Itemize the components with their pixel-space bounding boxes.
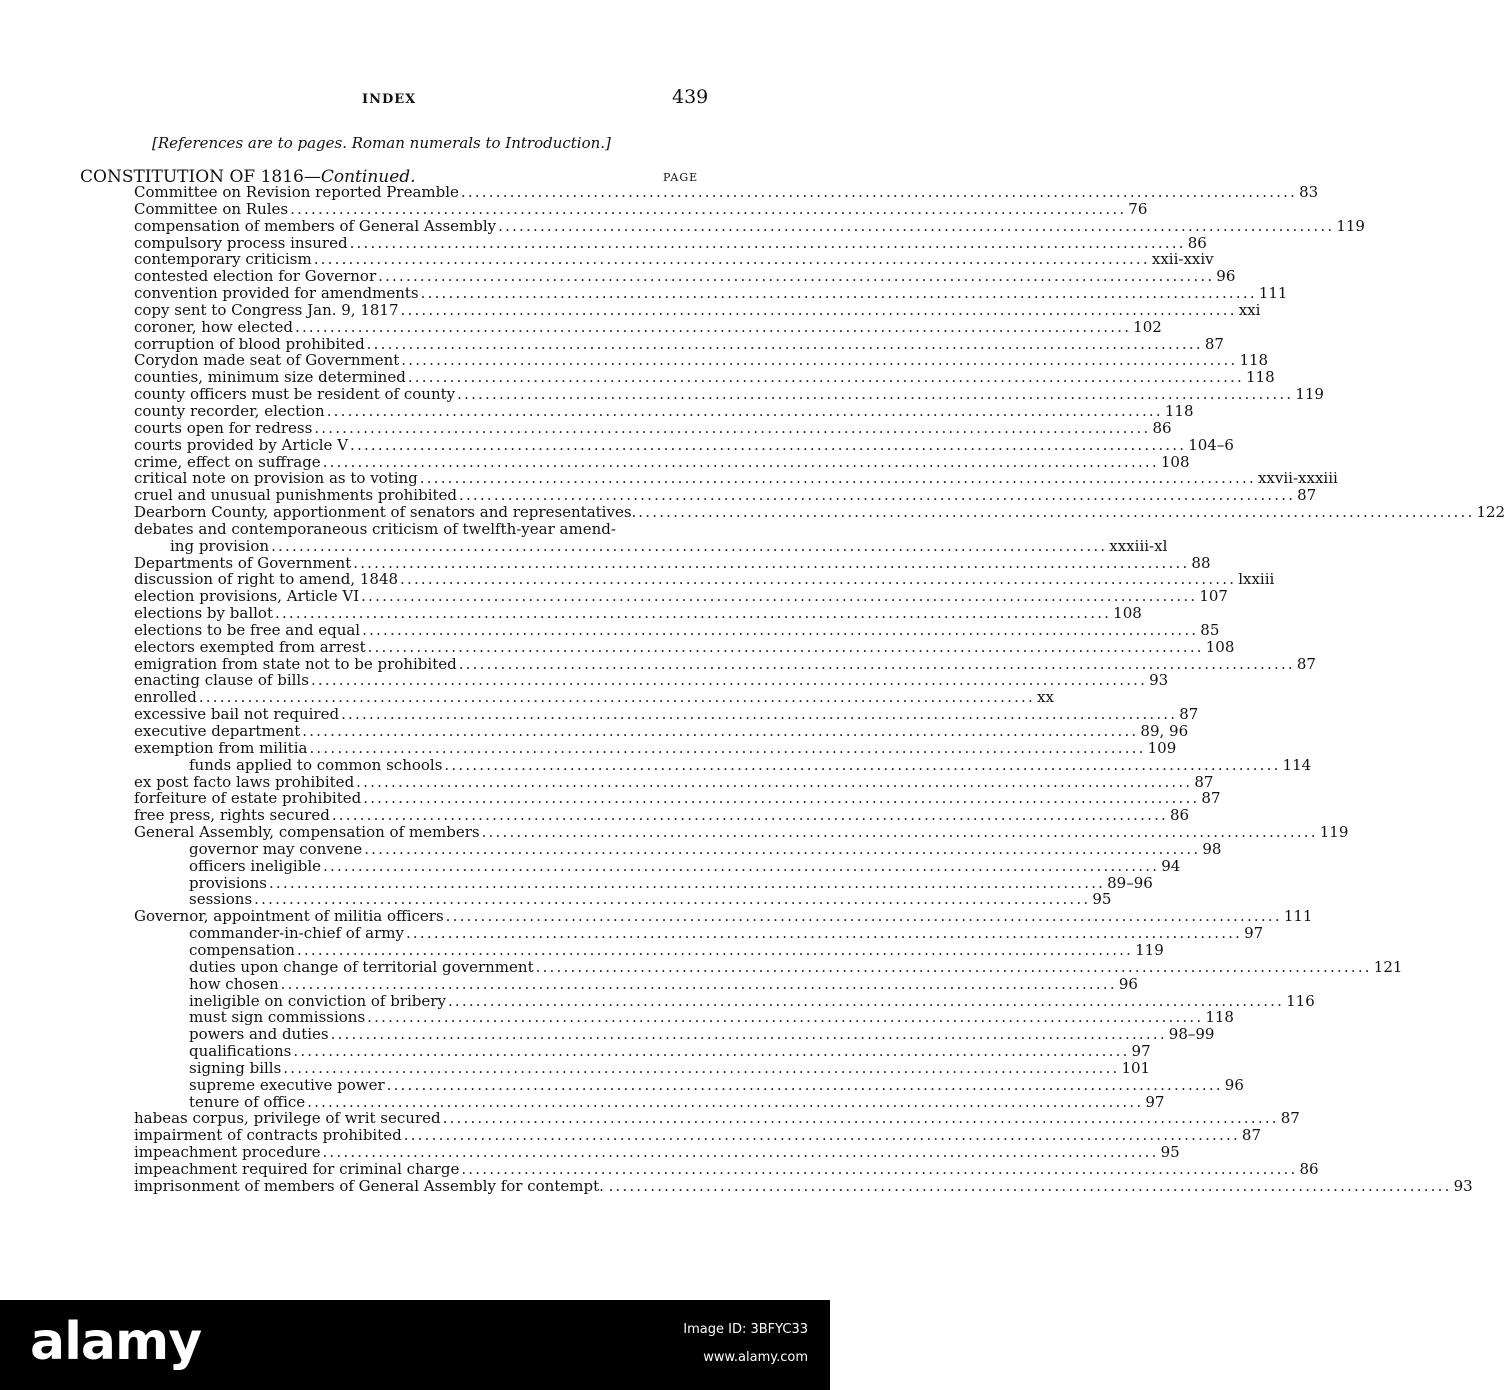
index-entry — [0, 856, 1181, 875]
index-entry-page: 86 — [1152, 418, 1172, 437]
index-entry-text: provisions — [189, 873, 267, 892]
index-entry-text: Committee on Rules — [134, 199, 289, 218]
index-entry — [0, 1126, 1262, 1145]
leader-dots: ........................................................................................................................ — [302, 722, 1139, 740]
index-entry — [0, 873, 1153, 892]
index-entry-text: Corydon made seat of Government — [134, 351, 400, 370]
leader-dots: ........................................................................................................................ — [341, 705, 1178, 724]
watermark-logo: alamy — [30, 1312, 202, 1372]
index-entry-text: Committee on Revision reported Preamble — [134, 183, 459, 201]
index-entry — [0, 401, 1194, 420]
index-entry-page: 87 — [1201, 789, 1221, 808]
index-entry-text: commander-in-chief of army — [189, 924, 404, 943]
index-entry — [0, 688, 1054, 707]
index-entry-page: 86 — [1299, 1159, 1319, 1178]
index-entry-text: Governor, appointment of militia officers — [134, 907, 444, 926]
index-entry — [0, 1109, 1300, 1128]
index-entry-page: 111 — [1258, 284, 1288, 303]
index-entry-page: 86 — [1187, 233, 1207, 252]
index-entry — [0, 570, 1275, 589]
index-entry-page: 109 — [1147, 738, 1177, 757]
index-entry — [0, 957, 1403, 976]
leader-dots: ........................................................................................................................ — [419, 469, 1256, 488]
index-entry — [0, 1008, 1234, 1027]
index-entry-page: 98 — [1202, 839, 1222, 858]
index-entry — [0, 521, 830, 538]
index-entry-text: election provisions, Article VI — [134, 587, 360, 606]
index-entry-page: 97 — [1145, 1092, 1165, 1111]
index-entry-page: 104–6 — [1188, 435, 1234, 454]
index-entry-page: xxvii-xxxiii — [1257, 469, 1338, 488]
index-entry-text: elections to be free and equal — [134, 620, 361, 639]
index-entry-text: courts provided by Article V — [134, 435, 349, 454]
index-entry-text: Departments of Government — [134, 553, 352, 572]
leader-dots: ........................................................................................................................ — [326, 401, 1163, 420]
index-entry-text: impeachment required for criminal charge — [134, 1159, 460, 1178]
index-entry-text: cruel and unusual punishments prohibited — [134, 486, 457, 505]
index-entry-page: 89, 96 — [1140, 722, 1189, 740]
index-entry — [0, 418, 1172, 437]
index-entry — [0, 1143, 1180, 1162]
index-entry-text: courts open for redress — [134, 418, 313, 437]
index-entry-text: corruption of blood prohibited — [134, 334, 365, 353]
index-entry — [0, 334, 1224, 353]
index-entry — [0, 637, 1235, 656]
index-entry — [0, 705, 1199, 724]
index-entry-page: 122 — [1476, 503, 1505, 522]
leader-dots: ........................................................................................................................ — [274, 604, 1112, 623]
index-entry — [0, 250, 1214, 269]
index-entry — [0, 890, 1112, 909]
index-entry-page: 102 — [1133, 317, 1162, 336]
leader-dots: ........................................................................................................................ — [314, 418, 1151, 437]
index-entry-text: tenure of office — [189, 1092, 306, 1111]
index-entry-text: critical note on provision as to voting — [134, 469, 418, 488]
index-entry-text: forfeiture of estate prohibited — [134, 789, 362, 808]
index-entry-text: impeachment procedure — [134, 1143, 321, 1162]
index-entry — [0, 738, 1177, 757]
leader-dots: ........................................................................................................................ — [198, 688, 1035, 707]
index-entry-page: 107 — [1199, 587, 1228, 606]
index-entry-page: 87 — [1280, 1109, 1300, 1128]
index-entry — [0, 654, 1316, 673]
index-entry-text: Dearborn County, apportionment of senators and representatives. — [134, 503, 637, 522]
page-header-title: INDEX — [362, 92, 417, 107]
leader-dots: ........................................................................................................................ — [442, 1109, 1279, 1128]
index-entry-text: elections by ballot — [134, 604, 273, 623]
leader-dots: ........................................................................................................................ — [364, 839, 1201, 858]
index-entry-text: county officers must be resident of county — [134, 385, 456, 404]
leader-dots: ........................................................................................................................ — [323, 856, 1160, 875]
index-entry-page: 87 — [1296, 654, 1316, 673]
index-entry — [0, 722, 1189, 740]
index-entry — [0, 486, 1317, 505]
index-entry-page: 87 — [1179, 705, 1199, 724]
index-entry-page: 97 — [1131, 1042, 1151, 1061]
index-entry — [0, 940, 1164, 959]
index-entry — [0, 907, 1313, 926]
index-entry-page: 114 — [1282, 755, 1312, 774]
leader-dots: ........................................................................................................................ — [407, 368, 1244, 387]
leader-dots: ........................................................................................................................ — [254, 890, 1091, 909]
index-entry-page: 93 — [1453, 1176, 1473, 1195]
index-entry — [0, 300, 1261, 319]
index-entry-text: excessive bail not required — [134, 705, 340, 724]
site-url-label: www.alamy.com — [703, 1350, 808, 1365]
index-entry — [0, 1058, 1151, 1077]
index-entry — [0, 1176, 1473, 1195]
index-entry — [0, 233, 1207, 252]
section-continued-label: Continued. — [320, 167, 416, 187]
leader-dots: ........................................................................................................................ — [615, 1176, 1452, 1195]
index-entry-text: habeas corpus, privilege of writ secured — [134, 1109, 441, 1128]
index-entry — [0, 1092, 1165, 1111]
index-entry — [0, 991, 1315, 1010]
index-entry-page: 111 — [1283, 907, 1313, 926]
index-entry-text: officers ineligible — [189, 856, 322, 875]
index-entry-text: counties, minimum size determined — [134, 368, 406, 387]
index-entry — [0, 452, 1190, 471]
index-entry — [0, 789, 1221, 808]
index-entry-text: compulsory process insured — [134, 233, 348, 252]
index-entry — [0, 435, 1234, 454]
leader-dots: ........................................................................................................................ — [457, 385, 1294, 404]
leader-dots: ........................................................................................................................ — [362, 620, 1199, 639]
index-entry-text: supreme executive power — [189, 1075, 385, 1094]
index-entry — [0, 755, 1312, 774]
index-entry-page: 95 — [1092, 890, 1112, 909]
leader-dots: ........................................................................................................................ — [460, 183, 1298, 201]
leader-dots: ........................................................................................................................ — [459, 486, 1296, 505]
index-entry-page: 121 — [1373, 957, 1403, 976]
index-entry-page: 96 — [1118, 974, 1138, 993]
index-entry-text: exemption from militia — [134, 738, 308, 757]
index-entry-page: 94 — [1161, 856, 1181, 875]
index-entry-page: 101 — [1121, 1058, 1151, 1077]
index-entry — [0, 553, 1211, 572]
index-entry-page: 108 — [1113, 604, 1142, 623]
index-entry-page: lxxiii — [1238, 570, 1275, 589]
index-entry — [0, 284, 1288, 303]
index-entry-page: xx — [1036, 688, 1054, 707]
index-entry — [0, 199, 1148, 218]
index-entry — [0, 924, 1264, 943]
leader-dots: ........................................................................................................................ — [400, 300, 1237, 319]
index-entry — [0, 587, 1228, 606]
leader-dots: ........................................................................................................................ — [405, 924, 1243, 943]
leader-dots: ........................................................................................................................ — [481, 823, 1318, 842]
index-entry-text: General Assembly, compensation of members — [134, 823, 480, 842]
leader-dots: ........................................................................................................................ — [307, 1092, 1144, 1111]
index-entry-page: 118 — [1245, 368, 1275, 387]
index-entries — [0, 183, 1505, 1195]
index-entry-text: crime, effect on suffrage — [134, 452, 321, 471]
leader-dots: ........................................................................................................................ — [283, 1058, 1120, 1077]
index-entry-page: xxii-xxiv — [1151, 250, 1214, 269]
index-entry-text: county recorder, election — [134, 401, 325, 420]
leader-dots: ........................................................................................................................ — [293, 1042, 1130, 1061]
leader-dots: ........................................................................................................................ — [498, 216, 1335, 235]
index-entry — [0, 469, 1338, 488]
leader-dots: ........................................................................................................................ — [313, 250, 1150, 269]
index-entry-page: 97 — [1244, 924, 1264, 943]
leader-dots: ........................................................................................................................ — [322, 1143, 1159, 1162]
leader-dots: ........................................................................................................................ — [420, 284, 1257, 303]
leader-dots: ........................................................................................................................ — [331, 806, 1169, 825]
leader-dots: ........................................................................................................................ — [535, 957, 1372, 976]
leader-dots: ........................................................................................................................ — [403, 1126, 1240, 1145]
index-entry-text: funds applied to common schools — [189, 755, 443, 774]
leader-dots: ........................................................................................................................ — [268, 873, 1106, 892]
index-entry-page: 118 — [1164, 401, 1194, 420]
index-entry-text: executive department — [134, 722, 301, 740]
index-entry-text: copy sent to Congress Jan. 9, 1817 — [134, 300, 399, 319]
index-entry-page: 83 — [1299, 183, 1319, 201]
index-entry-page: 93 — [1149, 671, 1169, 690]
index-entry — [0, 839, 1222, 858]
index-entry — [0, 974, 1138, 993]
index-entry-text: how chosen — [189, 974, 279, 993]
index-entry-page: 88 — [1191, 553, 1211, 572]
leader-dots: ........................................................................................................................ — [445, 907, 1282, 926]
index-entry — [0, 772, 1214, 791]
index-entry-page: 98–99 — [1168, 1025, 1215, 1044]
leader-dots: ........................................................................................................................ — [361, 587, 1198, 606]
index-entry-page: 76 — [1128, 199, 1148, 218]
index-entry — [0, 1159, 1319, 1178]
index-entry-page: 96 — [1224, 1075, 1244, 1094]
index-entry-text: qualifications — [189, 1042, 292, 1061]
index-entry — [0, 351, 1269, 370]
leader-dots: ........................................................................................................................ — [280, 974, 1117, 993]
index-entry — [0, 183, 1319, 201]
index-entry-text: electors exempted from arrest — [134, 637, 366, 656]
index-entry — [0, 503, 1505, 522]
leader-dots: ........................................................................................................................ — [296, 940, 1134, 959]
index-entry-page: 119 — [1319, 823, 1349, 842]
index-entry-text: discussion of right to amend, 1848 — [134, 570, 399, 589]
leader-dots: ........................................................................................................................ — [363, 789, 1200, 808]
index-entry — [0, 368, 1275, 387]
index-entry-page: 95 — [1160, 1143, 1180, 1162]
leader-dots: ........................................................................................................................ — [353, 553, 1190, 572]
index-entry-text: ing provision — [170, 536, 270, 555]
index-entry-page: 87 — [1204, 334, 1224, 353]
leader-dots: ........................................................................................................................ — [458, 654, 1295, 673]
index-entry-text: contested election for Governor — [134, 267, 377, 286]
leader-dots: ........................................................................................................................ — [444, 755, 1281, 774]
section-heading-text: CONSTITUTION OF 1816— — [80, 167, 321, 187]
index-entry — [0, 1042, 1151, 1061]
index-entry — [0, 671, 1169, 690]
index-entry-text: compensation — [189, 940, 295, 959]
leader-dots: ........................................................................................................................ — [356, 772, 1193, 791]
index-entry-text: ex post facto laws prohibited — [134, 772, 355, 791]
index-entry — [0, 267, 1236, 286]
leader-dots: ........................................................................................................................ — [461, 1159, 1298, 1178]
index-entry — [0, 317, 1162, 336]
index-entry-page: 87 — [1297, 486, 1317, 505]
index-entry-text: compensation of members of General Assembly — [134, 216, 497, 235]
index-entry — [0, 604, 1142, 623]
index-entry-text: signing bills — [189, 1058, 282, 1077]
leader-dots: ........................................................................................................................ — [322, 452, 1159, 471]
leader-dots: ........................................................................................................................ — [330, 1025, 1167, 1044]
index-entry-page: 116 — [1286, 991, 1315, 1010]
index-entry-text: governor may convene — [189, 839, 363, 858]
index-entry-page: 119 — [1295, 385, 1324, 404]
index-entry-page: 119 — [1336, 216, 1365, 235]
index-entry-page: 96 — [1216, 267, 1236, 286]
index-entry-text: debates and contemporaneous criticism of twelfth-year amend- — [134, 519, 616, 538]
index-entry — [0, 823, 1349, 842]
leader-dots: ........................................................................................................................ — [366, 334, 1203, 353]
index-entry-text: must sign commissions — [189, 1008, 366, 1027]
leader-dots: ........................................................................................................................ — [447, 991, 1285, 1010]
leader-dots: ........................................................................................................................ — [271, 536, 1108, 555]
index-entry-text: imprisonment of members of General Assembly for contempt. . — [134, 1176, 614, 1195]
index-entry-page: 89–96 — [1107, 873, 1153, 892]
index-entry-text: enacting clause of bills — [134, 671, 309, 690]
leader-dots: ........................................................................................................................ — [295, 317, 1132, 336]
index-entry — [0, 1025, 1215, 1044]
index-entry-text: duties upon change of territorial government — [189, 957, 534, 976]
index-entry-text: ineligible on conviction of bribery — [189, 991, 446, 1010]
index-entry-page: 85 — [1200, 620, 1220, 639]
leader-dots: ........................................................................................................................ — [310, 671, 1148, 690]
leader-dots: ........................................................................................................................ — [367, 637, 1204, 656]
index-entry-text: emigration from state not to be prohibited — [134, 654, 457, 673]
leader-dots: ........................................................................................................................ — [367, 1008, 1204, 1027]
index-entry-page: xxi — [1238, 300, 1261, 319]
leader-dots: ........................................................................................................................ — [350, 435, 1187, 454]
index-entry-text: free press, rights secured — [134, 806, 330, 825]
index-entry-text: powers and duties — [189, 1025, 329, 1044]
index-entry-page: 108 — [1160, 452, 1190, 471]
index-entry-text: coroner, how elected — [134, 317, 293, 336]
leader-dots: ........................................................................................................................ — [290, 199, 1127, 218]
index-entry — [0, 216, 1365, 235]
index-entry-text: enrolled — [134, 688, 197, 707]
image-id-label: Image ID: 3BFYC33 — [683, 1322, 808, 1337]
leader-dots: ........................................................................................................................ — [349, 233, 1186, 252]
index-entry-text: convention provided for amendments — [134, 284, 419, 303]
index-entry-page: 87 — [1241, 1126, 1262, 1145]
index-entry — [0, 620, 1220, 639]
index-entry-page: xxxiii-xl — [1109, 536, 1168, 555]
index-entry-page: 118 — [1239, 351, 1269, 370]
index-entry — [0, 1075, 1244, 1094]
leader-dots: ........................................................................................................................ — [386, 1075, 1223, 1094]
index-entry-text: contemporary criticism — [134, 250, 312, 269]
page-number: 439 — [672, 86, 709, 108]
index-entry — [0, 536, 1168, 555]
leader-dots: ........................................................................................................................ — [378, 267, 1215, 286]
index-entry-text: sessions — [189, 890, 253, 909]
page-column-label: PAGE — [663, 171, 699, 184]
reference-note: [References are to pages. Roman numerals to Introduction.] — [152, 134, 611, 152]
index-entry-text: impairment of contracts prohibited — [134, 1126, 402, 1145]
leader-dots: ........................................................................................................................ — [309, 738, 1146, 757]
index-entry-page: 118 — [1205, 1008, 1234, 1027]
index-entry-page: 108 — [1205, 637, 1235, 656]
index-entry-page: 86 — [1170, 806, 1190, 825]
index-entry — [0, 806, 1190, 825]
leader-dots: ........................................................................................................................ — [638, 503, 1475, 522]
index-entry-page: 119 — [1135, 940, 1164, 959]
index-entry — [0, 385, 1324, 404]
leader-dots: ........................................................................................................................ — [400, 570, 1237, 589]
index-entry-page: 87 — [1194, 772, 1214, 791]
leader-dots: ........................................................................................................................ — [401, 351, 1238, 370]
